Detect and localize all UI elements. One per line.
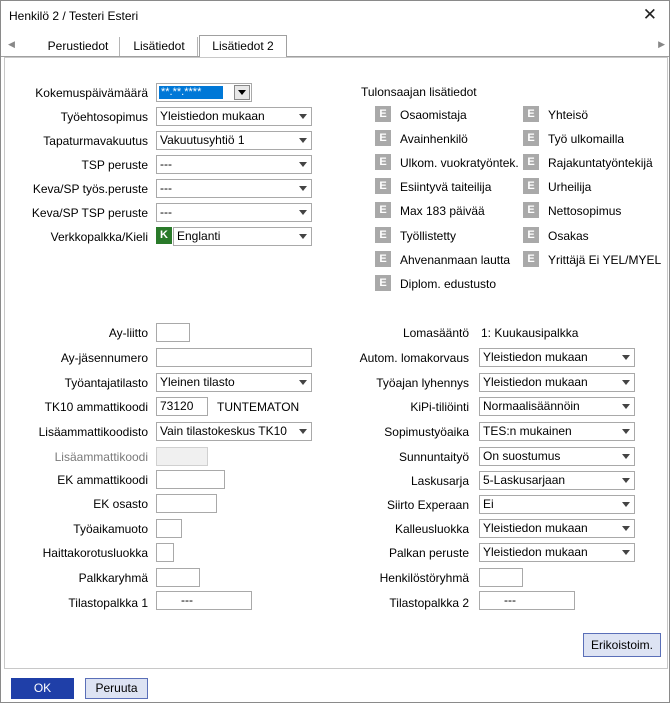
- urheilija-label: Urheilija: [548, 180, 592, 194]
- chevron-down-icon: [622, 550, 630, 555]
- tilastopalkka2-label: Tilastopalkka 2: [389, 596, 469, 610]
- chevron-down-icon: [299, 210, 307, 215]
- tab-strip: [1, 35, 669, 57]
- chevron-down-icon: [622, 478, 630, 483]
- osaomistaja-e-badge[interactable]: E: [375, 106, 391, 122]
- sopimustyoaika-label: Sopimustyöaika: [384, 425, 469, 439]
- ok-button[interactable]: OK: [11, 678, 74, 699]
- palkan-peruste-value: Yleistiedon mukaan: [483, 545, 588, 559]
- tab-lisatiedot[interactable]: Lisätiedot: [121, 37, 198, 56]
- diplom-edustusto-e-badge[interactable]: E: [375, 275, 391, 291]
- yrittaja-e-badge[interactable]: E: [523, 251, 539, 267]
- tyoajan-lyhennys-value: Yleistiedon mukaan: [483, 375, 588, 389]
- tk10-ammattikoodi-text: TUNTEMATON: [217, 400, 300, 414]
- tsp-peruste-label: TSP peruste: [81, 158, 148, 172]
- tyollistetty-e-badge[interactable]: E: [375, 227, 391, 243]
- ek-osasto-label: EK osasto: [93, 497, 148, 511]
- tsp-peruste-select[interactable]: [156, 155, 312, 174]
- ay-liitto-input[interactable]: [156, 323, 190, 342]
- chevron-down-icon: [299, 114, 307, 119]
- keva-tyos-peruste-value: ---: [160, 181, 172, 195]
- tyo-ulkomailla-label: Työ ulkomailla: [548, 132, 625, 146]
- max-183-paivaa-e-badge[interactable]: E: [375, 202, 391, 218]
- lomasaanto-label: Lomasääntö: [402, 326, 469, 340]
- erikoistoim-button[interactable]: Erikoistoim.: [583, 633, 661, 657]
- lisaammattikoodisto-value: Vain tilastokeskus TK10: [160, 424, 287, 438]
- chevron-down-icon: [622, 429, 630, 434]
- kieli-value: Englanti: [177, 229, 221, 243]
- tab-scroll-left-icon[interactable]: ◀: [8, 39, 15, 49]
- kokemuspaivamaara-value: **.**.****: [159, 86, 223, 99]
- tapaturmavakuutus-value: Vakuutusyhtiö 1: [160, 133, 245, 147]
- laskusarja-value: 5-Laskusarjaan: [483, 473, 566, 487]
- chevron-down-icon: [622, 502, 630, 507]
- tyoehtosopimus-select[interactable]: [156, 107, 312, 126]
- ek-ammattikoodi-label: EK ammattikoodi: [57, 473, 148, 487]
- yhteiso-label: Yhteisö: [548, 108, 589, 122]
- verkkopalkka-k-badge[interactable]: K: [156, 227, 172, 244]
- tab-perustiedot[interactable]: Perustiedot: [37, 37, 120, 56]
- chevron-down-icon: [622, 526, 630, 531]
- keva-tsp-peruste-label: Keva/SP TSP peruste: [31, 206, 148, 220]
- ay-liitto-label: Ay-liitto: [108, 326, 148, 340]
- tab-scroll-right-icon[interactable]: ▶: [658, 39, 665, 49]
- autom-lomakorvaus-value: Yleistiedon mukaan: [483, 350, 588, 364]
- kipi-tiliointi-label: KiPi-tiliöinti: [410, 400, 469, 414]
- palkan-peruste-select[interactable]: [479, 543, 635, 562]
- rajakuntatyontekija-label: Rajakuntatyöntekijä: [548, 156, 653, 170]
- ulkom-vuokratyontek-e-badge[interactable]: E: [375, 154, 391, 170]
- tsp-peruste-value: ---: [160, 157, 172, 171]
- kokemuspaivamaara-label: Kokemuspäivämäärä: [35, 86, 148, 100]
- rajakuntatyontekija-e-badge[interactable]: E: [523, 154, 539, 170]
- lisaammattikoodisto-label: Lisäammattikoodisto: [38, 425, 148, 439]
- tilastopalkka2-input[interactable]: ---: [479, 591, 575, 610]
- sunnuntaityo-label: Sunnuntaityö: [398, 450, 469, 464]
- haittakorotusluokka-input[interactable]: [156, 543, 174, 562]
- tilastopalkka1-label: Tilastopalkka 1: [68, 596, 148, 610]
- tyoajan-lyhennys-select[interactable]: [479, 373, 635, 392]
- ay-jasennumero-input[interactable]: [156, 348, 312, 367]
- esiintyva-taiteilija-label: Esiintyvä taiteilija: [400, 180, 492, 194]
- lisaammattikoodi-label: Lisäammattikoodi: [54, 450, 148, 464]
- tyollistetty-label: Työllistetty: [400, 229, 457, 243]
- tyoaikamuoto-label: Työaikamuoto: [73, 522, 148, 536]
- keva-tsp-peruste-value: ---: [160, 205, 172, 219]
- tyo-ulkomailla-e-badge[interactable]: E: [523, 130, 539, 146]
- peruuta-button[interactable]: Peruuta: [85, 678, 148, 699]
- ay-jasennumero-label: Ay-jäsennumero: [60, 351, 148, 365]
- chevron-down-icon: [299, 138, 307, 143]
- haittakorotusluokka-label: Haittakorotusluokka: [42, 546, 148, 560]
- siirto-experaan-value: Ei: [483, 497, 494, 511]
- tapaturmavakuutus-select[interactable]: [156, 131, 312, 150]
- nettosopimus-e-badge[interactable]: E: [523, 202, 539, 218]
- tyoehtosopimus-value: Yleistiedon mukaan: [160, 109, 265, 123]
- kieli-select[interactable]: [173, 227, 312, 246]
- tyoantajatilasto-select[interactable]: [156, 373, 312, 392]
- chevron-down-icon: [622, 380, 630, 385]
- osakas-e-badge[interactable]: E: [523, 227, 539, 243]
- nettosopimus-label: Nettosopimus: [548, 204, 622, 218]
- henkilostoryhma-label: Henkilöstöryhmä: [379, 571, 469, 585]
- ahvenanmaan-lautta-e-badge[interactable]: E: [375, 251, 391, 267]
- laskusarja-select[interactable]: [479, 471, 635, 490]
- date-dropdown-button[interactable]: [234, 85, 250, 100]
- tyoehtosopimus-label: Työehtosopimus: [60, 110, 148, 124]
- henkilostoryhma-input[interactable]: [479, 568, 523, 587]
- laskusarja-label: Laskusarja: [410, 474, 469, 488]
- lomasaanto-value: 1: Kuukausipalkka: [481, 326, 579, 340]
- window-title: Henkilö 2 / Testeri Esteri: [9, 9, 139, 23]
- osakas-label: Osakas: [548, 229, 589, 243]
- tyoantajatilasto-value: Yleinen tilasto: [160, 375, 235, 389]
- palkkaryhma-label: Palkkaryhmä: [78, 571, 148, 585]
- sopimustyoaika-value: TES:n mukainen: [483, 424, 572, 438]
- diplom-edustusto-label: Diplom. edustusto: [400, 277, 497, 291]
- avainhenkilo-e-badge[interactable]: E: [375, 130, 391, 146]
- sopimustyoaika-select[interactable]: [479, 422, 635, 441]
- kalleusluokka-select[interactable]: [479, 519, 635, 538]
- chevron-down-icon: [299, 162, 307, 167]
- tab-lisatiedot-2[interactable]: Lisätiedot 2: [199, 35, 287, 58]
- close-icon[interactable]: ✕: [642, 5, 657, 24]
- chevron-down-icon: [299, 380, 307, 385]
- siirto-experaan-label: Siirto Experaan: [386, 498, 469, 512]
- keva-tyos-peruste-select[interactable]: [156, 179, 312, 198]
- avainhenkilo-label: Avainhenkilö: [400, 132, 468, 146]
- chevron-down-icon: [622, 454, 630, 459]
- chevron-down-icon: [299, 186, 307, 191]
- urheilija-e-badge[interactable]: E: [523, 178, 539, 194]
- autom-lomakorvaus-select[interactable]: [479, 348, 635, 367]
- title-bar: [1, 1, 669, 31]
- kipi-tiliointi-select[interactable]: [479, 397, 635, 416]
- tyoaikamuoto-input[interactable]: [156, 519, 182, 538]
- chevron-down-icon: [299, 429, 307, 434]
- max-183-paivaa-label: Max 183 päivää: [400, 204, 485, 218]
- lisaammattikoodisto-select[interactable]: [156, 422, 312, 441]
- ek-ammattikoodi-input[interactable]: [156, 470, 225, 489]
- chevron-down-icon: [238, 90, 246, 95]
- chevron-down-icon: [622, 355, 630, 360]
- tapaturmavakuutus-label: Tapaturmavakuutus: [43, 134, 148, 148]
- kokemuspaivamaara-field[interactable]: [156, 83, 252, 102]
- tyoantajatilasto-label: Työantajatilasto: [64, 376, 148, 390]
- verkkopalkka-kieli-label: Verkkopalkka/Kieli: [50, 230, 148, 244]
- kipi-tiliointi-value: Normaalisäännöin: [483, 399, 580, 413]
- palkkaryhma-input[interactable]: [156, 568, 200, 587]
- kalleusluokka-label: Kalleusluokka: [394, 522, 469, 536]
- sunnuntaityo-select[interactable]: [479, 447, 635, 466]
- tk10-ammattikoodi-input[interactable]: 73120: [156, 397, 208, 416]
- chevron-down-icon: [299, 234, 307, 239]
- tyoajan-lyhennys-label: Työajan lyhennys: [376, 376, 469, 390]
- keva-tyos-peruste-label: Keva/SP työs.peruste: [32, 182, 148, 196]
- siirto-experaan-select[interactable]: [479, 495, 635, 514]
- esiintyva-taiteilija-e-badge[interactable]: E: [375, 178, 391, 194]
- tilastopalkka1-input[interactable]: ---: [156, 591, 252, 610]
- keva-tsp-peruste-select[interactable]: [156, 203, 312, 222]
- palkan-peruste-label: Palkan peruste: [388, 546, 469, 560]
- kalleusluokka-value: Yleistiedon mukaan: [483, 521, 588, 535]
- autom-lomakorvaus-label: Autom. lomakorvaus: [359, 351, 469, 365]
- tk10-ammattikoodi-label: TK10 ammattikoodi: [44, 400, 148, 414]
- lisaammattikoodi-input: [156, 447, 208, 466]
- tulonsaaja-heading: Tulonsaajan lisätiedot: [361, 85, 477, 99]
- yhteiso-e-badge[interactable]: E: [523, 106, 539, 122]
- ek-osasto-input[interactable]: [156, 494, 217, 513]
- sunnuntaityo-value: On suostumus: [483, 449, 561, 463]
- ulkom-vuokratyontek-label: Ulkom. vuokratyöntek.: [400, 156, 519, 170]
- yrittaja-label: Yrittäjä Ei YEL/MYEL: [548, 253, 662, 267]
- osaomistaja-label: Osaomistaja: [400, 108, 467, 122]
- chevron-down-icon: [622, 404, 630, 409]
- ahvenanmaan-lautta-label: Ahvenanmaan lautta: [400, 253, 511, 267]
